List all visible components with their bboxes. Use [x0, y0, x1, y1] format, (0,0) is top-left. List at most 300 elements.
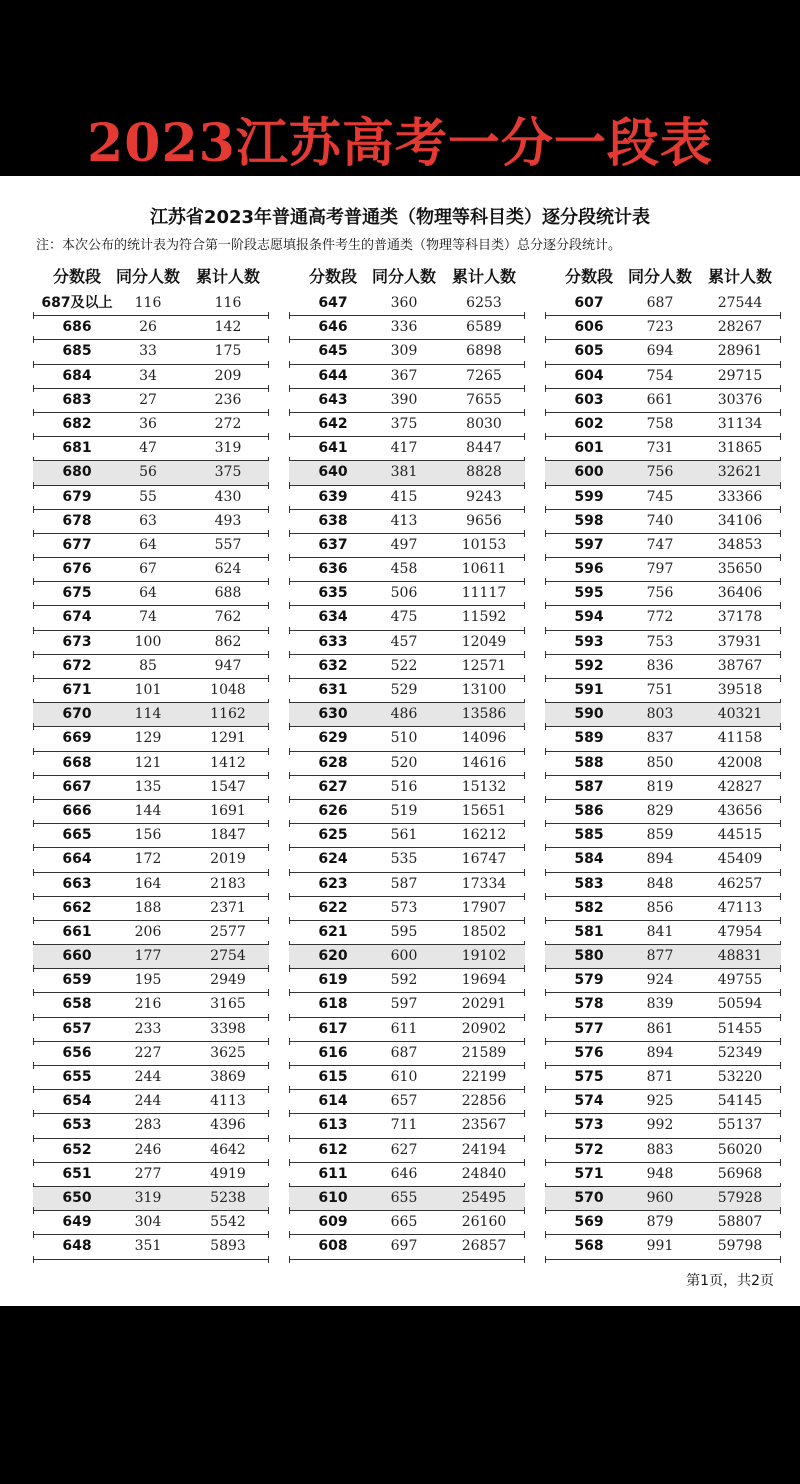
- score-cell: 658: [62, 996, 92, 1013]
- cumulative-cell: 24840: [461, 1165, 507, 1182]
- table-row: [545, 1042, 781, 1066]
- table-row: [289, 1211, 525, 1235]
- table-row: [289, 752, 525, 776]
- cumulative-cell: 31865: [717, 440, 763, 457]
- same-count-cell: 856: [646, 899, 674, 916]
- same-count-cell: 486: [390, 706, 418, 723]
- same-count-cell: 26: [139, 319, 157, 336]
- cumulative-cell: 209: [214, 367, 242, 384]
- row-divider-tick: [780, 1256, 781, 1263]
- score-cell: 652: [62, 1141, 92, 1158]
- cumulative-cell: 5893: [210, 1238, 246, 1255]
- page-number: 第1页，共2页: [686, 1273, 774, 1289]
- score-cell: 657: [62, 1020, 92, 1037]
- table-row: [545, 340, 781, 364]
- same-count-cell: 871: [646, 1069, 674, 1085]
- cumulative-cell: 9243: [466, 488, 502, 505]
- header-cumulative: 累计人数: [195, 267, 260, 286]
- table-row: [545, 316, 781, 340]
- table-row: [289, 486, 525, 510]
- table-row: [545, 873, 781, 897]
- score-cell: 576: [574, 1044, 604, 1061]
- score-cell: 588: [574, 754, 604, 771]
- cumulative-cell: 20291: [461, 996, 507, 1013]
- same-count-cell: 839: [646, 996, 674, 1013]
- table-row: [33, 897, 269, 921]
- cumulative-cell: 50594: [717, 996, 763, 1013]
- score-cell: 629: [318, 730, 348, 747]
- same-count-cell: 894: [646, 1044, 674, 1061]
- same-count-cell: 687: [646, 295, 674, 311]
- cumulative-cell: 17334: [461, 875, 507, 892]
- cumulative-cell: 7265: [466, 367, 502, 384]
- same-count-cell: 848: [646, 875, 674, 892]
- score-cell: 676: [62, 561, 92, 578]
- cumulative-cell: 4642: [210, 1141, 246, 1158]
- same-count-cell: 101: [134, 682, 162, 698]
- cumulative-cell: 10611: [461, 561, 507, 578]
- cumulative-cell: 1291: [210, 730, 246, 747]
- cumulative-cell: 28267: [717, 319, 763, 336]
- cumulative-cell: 13586: [461, 706, 507, 723]
- cumulative-cell: 53220: [717, 1069, 763, 1085]
- table-row: [289, 1018, 525, 1042]
- cumulative-cell: 5542: [210, 1214, 246, 1231]
- table-row: [33, 679, 269, 703]
- header-same-count: 同分人数: [371, 267, 436, 286]
- same-count-cell: 573: [390, 899, 418, 916]
- same-count-cell: 188: [134, 899, 162, 916]
- same-count-cell: 195: [134, 972, 162, 989]
- table-row: [33, 703, 269, 727]
- table-row: [289, 316, 525, 340]
- score-cell: 574: [574, 1093, 604, 1110]
- table-row: [33, 1235, 269, 1259]
- same-count-cell: 36: [139, 415, 157, 432]
- score-cell: 608: [318, 1238, 348, 1255]
- same-count-cell: 67: [139, 561, 157, 578]
- table-row: [289, 582, 525, 606]
- score-cell: 590: [574, 706, 604, 723]
- table-row: [545, 582, 781, 606]
- table-row: [33, 292, 269, 316]
- cumulative-cell: 319: [214, 440, 242, 457]
- cumulative-cell: 1162: [210, 706, 246, 723]
- score-cell: 685: [62, 343, 92, 360]
- table-row: [289, 921, 525, 945]
- column-header: [289, 262, 525, 292]
- score-cell: 595: [574, 585, 604, 602]
- table-row: [545, 606, 781, 630]
- same-count-cell: 156: [134, 827, 162, 844]
- score-cell: 620: [318, 948, 348, 965]
- score-cell: 630: [318, 706, 348, 723]
- cumulative-cell: 14616: [461, 754, 507, 771]
- score-table-sheet: [0, 176, 800, 1306]
- table-row: [33, 969, 269, 993]
- cumulative-cell: 430: [214, 488, 242, 505]
- header-cumulative: 累计人数: [707, 267, 772, 286]
- same-count-cell: 894: [646, 851, 674, 868]
- same-count-cell: 309: [390, 343, 418, 360]
- score-cell: 583: [574, 875, 604, 892]
- same-count-cell: 144: [134, 802, 162, 819]
- same-count-cell: 841: [646, 923, 674, 940]
- cumulative-cell: 557: [214, 536, 242, 553]
- table-row: [545, 848, 781, 872]
- same-count-cell: 859: [646, 827, 674, 844]
- table-column-1: [33, 262, 269, 1260]
- cumulative-cell: 24194: [461, 1141, 507, 1158]
- same-count-cell: 164: [134, 875, 162, 892]
- score-cell: 635: [318, 585, 348, 602]
- table-row: [33, 365, 269, 389]
- table-row: [545, 969, 781, 993]
- score-cell: 672: [62, 657, 92, 674]
- score-cell: 596: [574, 561, 604, 578]
- table-row: [545, 461, 781, 485]
- same-count-cell: 244: [134, 1093, 162, 1110]
- header-same-count: 同分人数: [115, 267, 180, 286]
- score-cell: 582: [574, 899, 604, 916]
- table-row: [289, 1066, 525, 1090]
- table-row: [545, 534, 781, 558]
- score-cell: 575: [574, 1069, 604, 1085]
- table-row: [545, 703, 781, 727]
- table-row: [33, 848, 269, 872]
- cumulative-cell: 44515: [717, 827, 763, 844]
- table-row: [289, 631, 525, 655]
- cumulative-cell: 9656: [466, 512, 502, 529]
- cumulative-cell: 17907: [461, 899, 507, 916]
- score-cell: 649: [62, 1214, 92, 1231]
- same-count-cell: 457: [390, 633, 418, 650]
- score-cell: 615: [318, 1069, 348, 1085]
- score-cell: 633: [318, 633, 348, 650]
- document-title: 江苏省2023年普通高考普通类（物理等科目类）逐分段统计表: [149, 207, 651, 228]
- cumulative-cell: 4919: [210, 1165, 246, 1182]
- score-cell: 681: [62, 440, 92, 457]
- same-count-cell: 367: [390, 367, 418, 384]
- table-row: [545, 558, 781, 582]
- score-cell: 617: [318, 1020, 348, 1037]
- same-count-cell: 627: [390, 1141, 418, 1158]
- table-row: [33, 752, 269, 776]
- cumulative-cell: 175: [214, 343, 242, 360]
- same-count-cell: 216: [134, 996, 162, 1013]
- row-divider-tick: [33, 1256, 34, 1263]
- cumulative-cell: 2754: [210, 948, 246, 965]
- table-row: [545, 776, 781, 800]
- column-header: [33, 262, 269, 292]
- table-row: [289, 776, 525, 800]
- score-cell: 625: [318, 827, 348, 844]
- table-row: [545, 631, 781, 655]
- table-row: [289, 365, 525, 389]
- same-count-cell: 646: [390, 1165, 418, 1182]
- cumulative-cell: 41158: [717, 730, 763, 747]
- table-row: [289, 1090, 525, 1114]
- same-count-cell: 116: [134, 295, 162, 311]
- table-row: [289, 679, 525, 703]
- row-divider-tick: [524, 1256, 525, 1263]
- score-cell: 627: [318, 778, 348, 795]
- same-count-cell: 600: [390, 948, 418, 965]
- cumulative-cell: 493: [214, 512, 242, 529]
- table-row: [545, 1114, 781, 1138]
- cumulative-cell: 57928: [717, 1189, 763, 1206]
- cumulative-cell: 947: [214, 657, 242, 674]
- same-count-cell: 754: [646, 367, 674, 384]
- table-row: [545, 752, 781, 776]
- score-cell: 622: [318, 899, 348, 916]
- table-row: [33, 1163, 269, 1187]
- score-cell: 609: [318, 1214, 348, 1231]
- score-cell: 670: [62, 706, 92, 723]
- same-count-cell: 177: [134, 948, 162, 965]
- score-cell: 573: [574, 1117, 604, 1134]
- table-row: [33, 316, 269, 340]
- score-cell: 671: [62, 682, 92, 698]
- cumulative-cell: 1847: [210, 827, 246, 844]
- table-row: [545, 897, 781, 921]
- table-column-2: [289, 262, 525, 1260]
- same-count-cell: 657: [390, 1093, 418, 1110]
- cumulative-cell: 34106: [717, 512, 763, 529]
- same-count-cell: 135: [134, 778, 162, 795]
- cumulative-cell: 624: [214, 561, 242, 578]
- cumulative-cell: 1547: [210, 778, 246, 795]
- same-count-cell: 595: [390, 923, 418, 940]
- score-cell: 618: [318, 996, 348, 1013]
- score-cell: 600: [574, 464, 604, 481]
- cumulative-cell: 8030: [466, 415, 502, 432]
- score-cell: 650: [62, 1189, 92, 1206]
- same-count-cell: 597: [390, 996, 418, 1013]
- same-count-cell: 100: [134, 633, 162, 650]
- cumulative-cell: 47954: [717, 923, 763, 940]
- cumulative-cell: 37178: [717, 609, 763, 626]
- table-row: [33, 1139, 269, 1163]
- same-count-cell: 56: [139, 464, 157, 481]
- score-cell: 683: [62, 391, 92, 408]
- table-row: [33, 389, 269, 413]
- cumulative-cell: 3625: [210, 1044, 246, 1061]
- table-row: [33, 993, 269, 1017]
- cumulative-cell: 34853: [717, 536, 763, 553]
- score-cell: 628: [318, 754, 348, 771]
- score-cell: 589: [574, 730, 604, 747]
- table-row: [33, 582, 269, 606]
- table-rows: [33, 292, 269, 1260]
- score-cell: 571: [574, 1165, 604, 1182]
- header-cumulative: 累计人数: [451, 267, 516, 286]
- cumulative-cell: 37931: [717, 633, 763, 650]
- cumulative-cell: 21589: [461, 1044, 507, 1061]
- same-count-cell: 753: [646, 633, 674, 650]
- score-cell: 624: [318, 851, 348, 868]
- score-cell: 604: [574, 367, 604, 384]
- table-row: [545, 1139, 781, 1163]
- table-row: [545, 1163, 781, 1187]
- cumulative-cell: 47113: [717, 899, 763, 916]
- score-cell: 598: [574, 512, 604, 529]
- same-count-cell: 319: [134, 1189, 162, 1206]
- score-cell: 656: [62, 1044, 92, 1061]
- same-count-cell: 351: [134, 1238, 162, 1255]
- score-cell: 687及以上: [41, 295, 113, 311]
- score-cell: 668: [62, 754, 92, 771]
- cumulative-cell: 48831: [717, 948, 763, 965]
- same-count-cell: 723: [646, 319, 674, 336]
- score-cell: 643: [318, 391, 348, 408]
- table-row: [545, 727, 781, 751]
- table-row: [33, 510, 269, 534]
- score-cell: 677: [62, 536, 92, 553]
- cumulative-cell: 762: [214, 609, 242, 626]
- same-count-cell: 360: [390, 295, 418, 311]
- table-column-3: [545, 262, 781, 1260]
- table-row: [289, 848, 525, 872]
- score-cell: 577: [574, 1020, 604, 1037]
- score-cell: 674: [62, 609, 92, 626]
- cumulative-cell: 54145: [717, 1093, 763, 1110]
- cumulative-cell: 10153: [461, 536, 507, 553]
- table-note: 注：本次公布的统计表为符合第一阶段志愿填报条件考生的普通类（物理等科目类）总分逐分段统计。: [36, 238, 622, 253]
- table-row: [33, 534, 269, 558]
- cumulative-cell: 16747: [461, 851, 507, 868]
- score-cell: 605: [574, 343, 604, 360]
- cumulative-cell: 46257: [717, 875, 763, 892]
- same-count-cell: 415: [390, 488, 418, 505]
- table-row: [289, 340, 525, 364]
- table-row: [289, 800, 525, 824]
- cumulative-cell: 2183: [210, 875, 246, 892]
- score-cell: 675: [62, 585, 92, 602]
- same-count-cell: 611: [390, 1020, 418, 1037]
- score-cell: 662: [62, 899, 92, 916]
- score-cell: 686: [62, 319, 92, 336]
- same-count-cell: 63: [139, 512, 157, 529]
- score-cell: 579: [574, 972, 604, 989]
- cumulative-cell: 33366: [717, 488, 763, 505]
- table-row: [289, 292, 525, 316]
- same-count-cell: 520: [390, 754, 418, 771]
- score-cell: 592: [574, 657, 604, 674]
- score-cell: 680: [62, 464, 92, 481]
- table-row: [289, 606, 525, 630]
- table-row: [545, 1066, 781, 1090]
- same-count-cell: 661: [646, 391, 674, 408]
- score-cell: 602: [574, 415, 604, 432]
- table-row: [33, 1187, 269, 1211]
- score-cell: 603: [574, 391, 604, 408]
- header-score: 分数段: [564, 267, 613, 286]
- cumulative-cell: 375: [214, 464, 242, 481]
- score-cell: 594: [574, 609, 604, 626]
- table-row: [33, 340, 269, 364]
- table-row: [545, 437, 781, 461]
- score-cell: 663: [62, 875, 92, 892]
- cumulative-cell: 26857: [461, 1238, 507, 1255]
- cumulative-cell: 2949: [210, 972, 246, 989]
- table-row: [33, 921, 269, 945]
- table-row: [33, 486, 269, 510]
- cumulative-cell: 22199: [461, 1069, 507, 1085]
- cumulative-cell: 1048: [210, 682, 246, 698]
- table-row: [545, 655, 781, 679]
- same-count-cell: 336: [390, 319, 418, 336]
- table-row: [33, 800, 269, 824]
- table-row: [545, 1187, 781, 1211]
- cumulative-cell: 36406: [717, 585, 763, 602]
- cumulative-cell: 23567: [461, 1117, 507, 1134]
- table-row: [33, 437, 269, 461]
- same-count-cell: 991: [646, 1238, 674, 1255]
- cumulative-cell: 7655: [466, 391, 502, 408]
- score-cell: 621: [318, 923, 348, 940]
- cumulative-cell: 20902: [461, 1020, 507, 1037]
- table-row: [289, 413, 525, 437]
- same-count-cell: 375: [390, 415, 418, 432]
- score-cell: 613: [318, 1117, 348, 1134]
- table-row: [33, 1066, 269, 1090]
- same-count-cell: 803: [646, 706, 674, 723]
- same-count-cell: 458: [390, 561, 418, 578]
- cumulative-cell: 116: [214, 295, 242, 311]
- score-cell: 673: [62, 633, 92, 650]
- table-row: [545, 1235, 781, 1259]
- score-cell: 655: [62, 1069, 92, 1085]
- cumulative-cell: 29715: [717, 367, 763, 384]
- cumulative-cell: 3165: [210, 996, 246, 1013]
- score-cell: 666: [62, 802, 92, 819]
- table-row: [545, 824, 781, 848]
- header-score: 分数段: [308, 267, 357, 286]
- same-count-cell: 756: [646, 585, 674, 602]
- score-cell: 584: [574, 851, 604, 868]
- same-count-cell: 697: [390, 1238, 418, 1255]
- score-cell: 664: [62, 851, 92, 868]
- cumulative-cell: 6253: [466, 295, 502, 311]
- same-count-cell: 506: [390, 585, 418, 602]
- table-row: [289, 945, 525, 969]
- same-count-cell: 829: [646, 802, 674, 819]
- same-count-cell: 55: [139, 488, 157, 505]
- same-count-cell: 27: [139, 391, 157, 408]
- cumulative-cell: 862: [214, 633, 242, 650]
- table-row: [289, 510, 525, 534]
- score-cell: 651: [62, 1165, 92, 1182]
- table-row: [545, 413, 781, 437]
- cumulative-cell: 30376: [717, 391, 763, 408]
- same-count-cell: 519: [390, 802, 418, 819]
- score-cell: 601: [574, 440, 604, 457]
- score-cell: 612: [318, 1141, 348, 1158]
- same-count-cell: 535: [390, 851, 418, 868]
- cumulative-cell: 3869: [210, 1069, 246, 1085]
- cumulative-cell: 8828: [466, 464, 502, 481]
- same-count-cell: 992: [646, 1117, 674, 1134]
- score-cell: 644: [318, 367, 348, 384]
- same-count-cell: 751: [646, 682, 674, 698]
- table-row: [33, 945, 269, 969]
- table-row: [33, 413, 269, 437]
- table-row: [33, 1211, 269, 1235]
- cumulative-cell: 58807: [717, 1214, 763, 1231]
- same-count-cell: 475: [390, 609, 418, 626]
- score-cell: 638: [318, 512, 348, 529]
